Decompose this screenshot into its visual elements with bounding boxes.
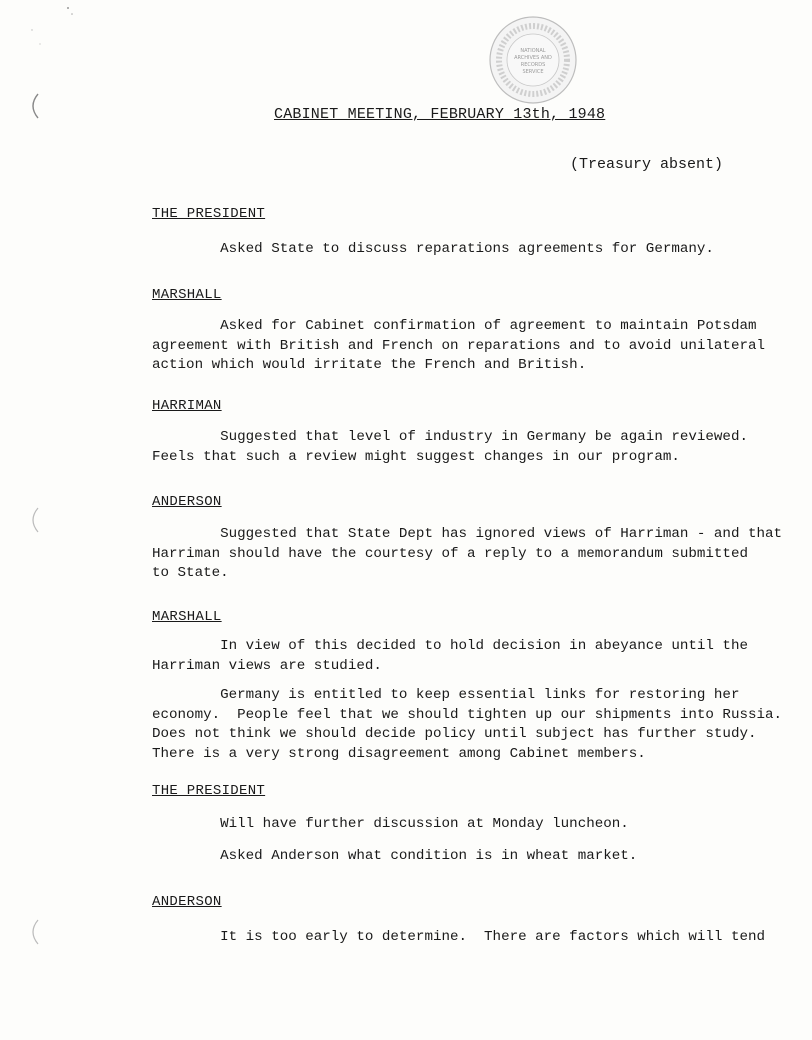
svg-text:SERVICE: SERVICE xyxy=(522,69,544,75)
paper-specks xyxy=(20,0,80,60)
speaker-heading: ANDERSON xyxy=(152,894,222,910)
paragraph: It is too early to determine. There are factors which will tend xyxy=(152,929,765,945)
speaker-heading: HARRIMAN xyxy=(152,398,222,414)
punch-hole-mark xyxy=(26,918,40,946)
paragraph: Asked State to discuss reparations agreements for Germany. xyxy=(152,241,714,257)
paragraph: Asked Anderson what condition is in wheat market. xyxy=(152,848,638,864)
punch-hole-mark xyxy=(26,506,40,534)
punch-hole-mark xyxy=(26,92,40,120)
paragraph: Germany is entitled to keep essential links for restoring her economy. People feel that we should tighten up our shipments into Russia. Does not think we should decide policy until subject has further study. There is a very strong disagreement among Cabinet members. xyxy=(152,687,783,762)
speaker-heading: THE PRESIDENT xyxy=(152,783,266,799)
svg-text:NATIONAL: NATIONAL xyxy=(520,48,546,54)
paragraph: Will have further discussion at Monday luncheon. xyxy=(152,816,629,832)
speaker-heading: MARSHALL xyxy=(152,609,222,625)
paragraph: Suggested that State Dept has ignored views of Harriman - and that Harriman should have the courtesy of a reply to a memorandum submitted to State. xyxy=(152,526,783,581)
svg-text:RECORDS: RECORDS xyxy=(520,62,546,68)
speaker-heading: MARSHALL xyxy=(152,287,222,303)
paragraph: Suggested that level of industry in Germany be again reviewed. Feels that such a review might suggest changes in our program. xyxy=(152,429,748,465)
document-title: CABINET MEETING, FEBRUARY 13th, 1948 xyxy=(274,106,606,123)
speaker-heading: ANDERSON xyxy=(152,494,222,510)
archive-stamp xyxy=(487,14,579,106)
svg-text:ARCHIVES AND: ARCHIVES AND xyxy=(514,55,552,61)
paragraph: In view of this decided to hold decision in abeyance until the Harriman views are studied. xyxy=(152,638,748,674)
speaker-heading: THE PRESIDENT xyxy=(152,206,266,222)
paragraph: Asked for Cabinet confirmation of agreement to maintain Potsdam agreement with British and French on reparations and to avoid unilateral action which would irritate the French and British. xyxy=(152,318,765,373)
attendance-note: (Treasury absent) xyxy=(570,156,724,173)
